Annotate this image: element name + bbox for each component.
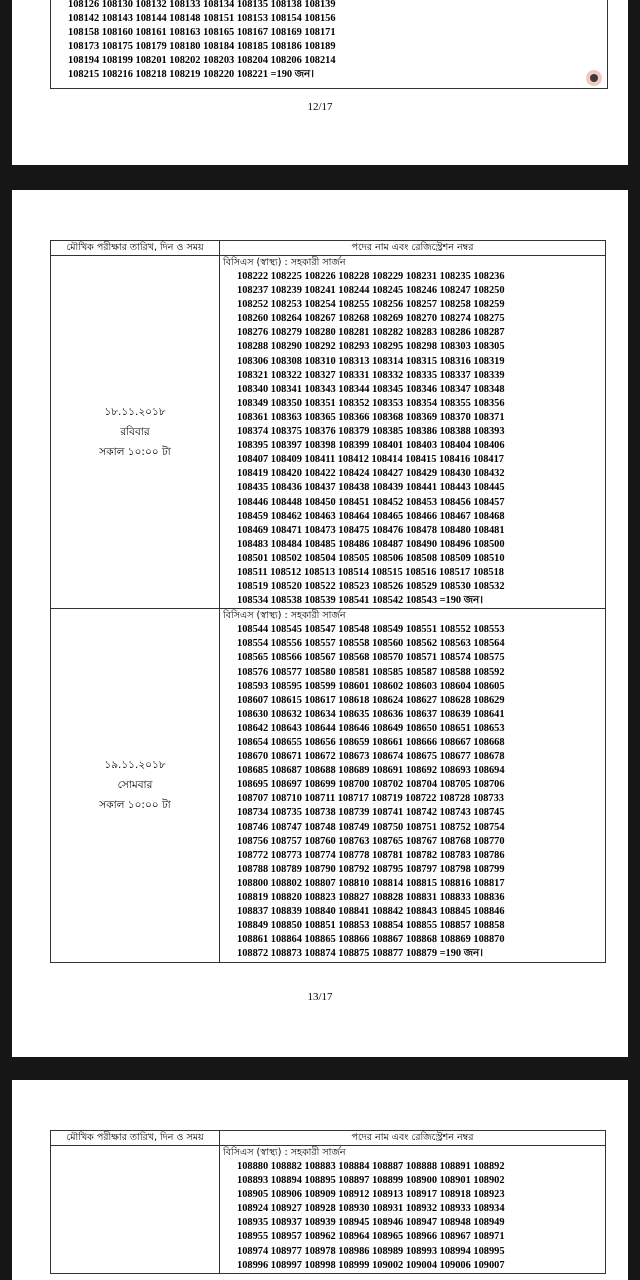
exam-date: ১৯.১১.২০১৮ — [104, 759, 166, 772]
exam-block-row — [51, 1146, 606, 1274]
registration-row: 108788 108789 108790 108792 108795 108797 108798 108799 — [237, 863, 505, 875]
registration-row: 108607 108615 108617 108618 108624 108627 108628 108629 — [237, 694, 505, 706]
registration-row: 108670 108671 108672 108673 108674 108675 108677 108678 — [237, 751, 505, 763]
registration-row: 108237 108239 108241 108244 108245 108246 108247 108250 — [237, 285, 505, 297]
page-number: 12/17 — [307, 101, 333, 113]
registration-row: 108306 108308 108310 108313 108314 108315 108316 108319 — [237, 355, 505, 367]
registration-row: 108707 108710 108711 108717 108719 108722 108728 108733 — [237, 793, 504, 805]
registration-row: 108849 108850 108851 108853 108854 108855 108857 108858 — [237, 920, 505, 932]
registration-list-cell — [220, 1146, 606, 1274]
registration-row: 108955 108957 108962 108964 108965 108966 108967 108971 — [237, 1231, 505, 1243]
registration-row: 108593 108595 108599 108601 108602 108603 108604 108605 — [237, 680, 505, 692]
registration-row: 108361 108363 108365 108366 108368 108369 108370 108371 — [237, 411, 505, 423]
table-header-row — [51, 1131, 606, 1146]
registration-row: 108435 108436 108437 108438 108439 108441 108443 108445 — [237, 482, 505, 494]
registration-row: 108974 108977 108978 108986 108989 108993 108994 108995 — [237, 1245, 505, 1257]
post-category: বিসিএস (স্বাস্থ্য) : সহকারী সার্জন — [223, 257, 346, 268]
exam-block-row — [51, 256, 606, 609]
exam-time: সকাল ১০:০০ টা — [99, 446, 171, 459]
registration-row: 108685 108687 108688 108689 108691 108692 108693 108694 — [237, 765, 505, 777]
registration-row: 108276 108279 108280 108281 108282 108283 108286 108287 — [237, 327, 505, 339]
exam-date-cell — [51, 256, 220, 609]
page-number: 13/17 — [307, 991, 333, 1003]
registration-row: 108519 108520 108522 108523 108526 108529 108530 108532 — [237, 581, 505, 593]
registration-row: 108893 108894 108895 108897 108899 108900 108901 108902 — [237, 1175, 505, 1187]
registration-table — [50, 1130, 606, 1274]
post-category: বিসিএস (স্বাস্থ্য) : সহকারী সার্জন — [223, 1147, 346, 1158]
registration-row: 108861 108864 108865 108866 108867 108868 108869 108870 — [237, 934, 505, 946]
registration-row: 108544 108545 108547 108548 108549 108551 108552 108553 — [237, 624, 505, 636]
exam-date-cell — [51, 1146, 220, 1274]
registration-row: 108222 108225 108226 108228 108229 108231 108235 108236 — [237, 271, 505, 282]
registration-row: 108630 108632 108634 108635 108636 108637 108639 108641 — [237, 708, 505, 720]
registration-row: 108905 108906 108909 108912 108913 108917 108918 108923 — [237, 1189, 505, 1201]
document-page-12 — [12, 0, 628, 165]
registration-row: 108642 108643 108644 108646 108649 108650 108651 108653 — [237, 722, 505, 734]
registration-table — [50, 240, 606, 963]
post-category: বিসিএস (স্বাস্থ্য) : সহকারী সার্জন — [223, 610, 346, 622]
registration-row: 108407 108409 108411 108412 108414 108415 108416 108417 — [237, 454, 504, 466]
registration-row: 108252 108253 108254 108255 108256 108257 108258 108259 — [237, 299, 505, 311]
registration-row: 108158 108160 108161 108163 108165 108167 108169 108171 — [68, 27, 336, 39]
registration-row: 108565 108566 108567 108568 108570 108571 108574 108575 — [237, 652, 505, 664]
registration-row: 108935 108937 108939 108945 108946 108947 108948 108949 — [237, 1217, 505, 1229]
registration-row: 108511 108512 108513 108514 108515 108516 108517 108518 — [237, 566, 504, 578]
screen-record-icon[interactable] — [586, 70, 602, 86]
registration-row: 108419 108420 108422 108424 108427 108429 108430 108432 — [237, 468, 505, 480]
header-post-registration: পদের নাম এবং রেজিস্ট্রেশন নম্বর — [220, 241, 606, 256]
registration-row: 108215 108216 108218 108219 108220 108221 =190 জন। — [68, 69, 314, 81]
exam-block-row — [51, 609, 606, 962]
registration-row: 108194 108199 108201 108202 108203 108204 108206 108214 — [68, 55, 336, 67]
registration-row: 108819 108820 108823 108827 108828 108831 108833 108836 — [237, 892, 505, 904]
registration-row: 108126 108130 108132 108133 108134 108135 108138 108139 — [68, 0, 336, 10]
registration-row: 108459 108462 108463 108464 108465 108466 108467 108468 — [237, 510, 505, 522]
registration-row: 108395 108397 108398 108399 108401 108403 108404 108406 — [237, 440, 505, 452]
registration-row: 108576 108577 108580 108581 108585 108587 108588 108592 — [237, 666, 505, 678]
exam-date: ১৮.১১.২০১৮ — [104, 406, 166, 419]
registration-table-continued — [50, 0, 608, 89]
registration-row: 108501 108502 108504 108505 108506 108508 108509 108510 — [237, 552, 505, 564]
registration-row: 108695 108697 108699 108700 108702 108704 108705 108706 — [237, 779, 505, 791]
registration-row: 108996 108997 108998 108999 109002 109004 109006 109007 — [237, 1259, 505, 1271]
registration-row: 108142 108143 108144 108148 108151 108153 108154 108156 — [68, 13, 336, 25]
registration-row: 108349 108350 108351 108352 108353 108354 108355 108356 — [237, 397, 505, 409]
registration-row: 108924 108927 108928 108930 108931 108932 108933 108934 — [237, 1203, 505, 1215]
registration-row: 108446 108448 108450 108451 108452 108453 108456 108457 — [237, 496, 505, 508]
registration-row: 108321 108322 108327 108331 108332 108335 108337 108339 — [237, 369, 505, 381]
registration-row: 108880 108882 108883 108884 108887 108888 108891 108892 — [237, 1161, 505, 1172]
registration-row: 108374 108375 108376 108379 108385 108386 108388 108393 — [237, 426, 505, 438]
registration-row: 108260 108264 108267 108268 108269 108270 108274 108275 — [237, 313, 505, 325]
registration-list-cell — [220, 609, 606, 962]
registration-row: 108800 108802 108807 108810 108814 108815 108816 108817 — [237, 877, 505, 889]
header-date-time: মৌখিক পরীক্ষার তারিখ, দিন ও সময় — [51, 1131, 220, 1146]
document-page-14 — [12, 1080, 628, 1280]
document-page-13 — [12, 190, 628, 1057]
registration-row: 108288 108290 108292 108293 108295 108298 108303 108305 — [237, 341, 505, 353]
table-header-row — [51, 241, 606, 256]
registration-row: 108340 108341 108343 108344 108345 108346 108347 108348 — [237, 383, 505, 395]
registration-row: 108654 108655 108656 108659 108661 108666 108667 108668 — [237, 737, 505, 748]
registration-row: 108734 108735 108738 108739 108741 108742 108743 108745 — [237, 807, 505, 819]
registration-row: 108756 108757 108760 108763 108765 108767 108768 108770 — [237, 835, 505, 847]
registration-row: 108173 108175 108179 108180 108184 108185 108186 108189 — [68, 41, 336, 53]
registration-row: 108554 108556 108557 108558 108560 108562 108563 108564 — [237, 638, 505, 650]
exam-time: সকাল ১০:০০ টা — [99, 799, 171, 812]
exam-date-cell — [51, 609, 220, 962]
registration-list-cell — [220, 256, 606, 609]
registration-row: 108534 108538 108539 108541 108542 108543 =190 জন। — [237, 595, 483, 607]
registration-row: 108746 108747 108748 108749 108750 108751 108752 108754 — [237, 821, 505, 833]
header-date-time: মৌখিক পরীক্ষার তারিখ, দিন ও সময় — [51, 241, 220, 256]
exam-day: রবিবার — [120, 426, 150, 439]
registration-row: 108872 108873 108874 108875 108877 108879 =190 জন। — [237, 948, 483, 960]
header-post-registration: পদের নাম এবং রেজিস্ট্রেশন নম্বর — [220, 1131, 606, 1146]
registration-row: 108837 108839 108840 108841 108842 108843 108845 108846 — [237, 906, 505, 918]
registration-row: 108483 108484 108485 108486 108487 108490 108496 108500 — [237, 538, 505, 550]
registration-row: 108469 108471 108473 108475 108476 108478 108480 108481 — [237, 524, 505, 536]
registration-row: 108772 108773 108774 108778 108781 108782 108783 108786 — [237, 849, 505, 861]
exam-day: সোমবার — [117, 779, 153, 792]
